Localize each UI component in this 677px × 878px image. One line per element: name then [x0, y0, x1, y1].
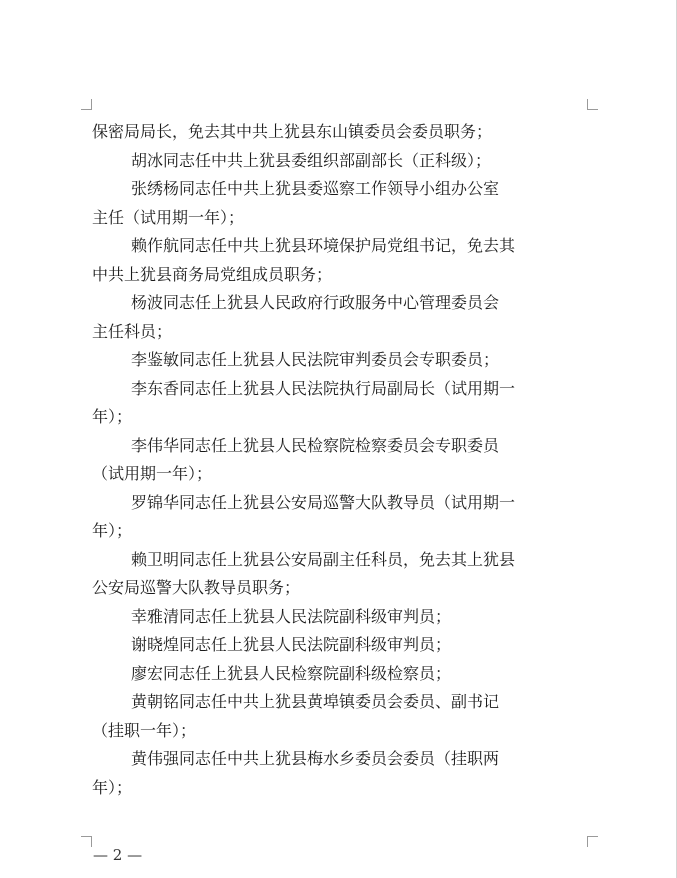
text-line: 李东香同志任上犹县人民法院执行局副局长（试用期一	[131, 378, 516, 398]
text-line: 李伟华同志任上犹县人民检察院检察委员会专职委员	[131, 435, 500, 455]
page-number: — 2 —	[93, 846, 143, 864]
crop-mark-bottom-right	[587, 836, 598, 847]
crop-mark-top-right	[587, 99, 598, 110]
text-line: 谢晓煌同志任上犹县人民法院副科级审判员；	[131, 635, 452, 654]
text-line: （挂职一年）；	[92, 720, 197, 740]
text-line: 罗锦华同志任上犹县公安局巡警大队教导员（试用期一	[131, 492, 516, 512]
text-line: 年）；	[92, 521, 133, 540]
text-line: 幸雅清同志任上犹县人民法院副科级审判员；	[131, 606, 452, 626]
text-line: 主任科员；	[92, 321, 173, 341]
text-line: 黄朝铭同志任中共上犹县黄埠镇委员会委员、副书记	[131, 692, 500, 711]
text-line: 张绣杨同志任中共上犹县委巡察工作领导小组办公室	[131, 179, 500, 198]
text-line: 赖卫明同志任上犹县公安局副主任科员，免去其上犹县	[131, 549, 516, 569]
text-line: 公安局巡警大队教导员职务；	[92, 578, 301, 597]
text-line: 年）；	[92, 777, 133, 797]
text-line: 胡冰同志任中共上犹县委组织部副部长（正科级）；	[131, 150, 492, 170]
text-line: 年）；	[92, 407, 133, 426]
text-line: 李鉴敏同志任上犹县人民法院审判委员会专职委员；	[131, 350, 500, 369]
document-body	[92, 118, 588, 802]
text-line: 黄伟强同志任中共上犹县梅水乡委员会委员（挂职两	[131, 749, 500, 768]
crop-mark-top-left	[81, 99, 92, 110]
crop-mark-bottom-left	[81, 836, 92, 847]
text-line: （试用期一年）；	[92, 464, 213, 483]
text-line: 杨波同志任上犹县人民政府行政服务中心管理委员会	[131, 293, 500, 312]
text-line: 廖宏同志任上犹县人民检察院副科级检察员；	[131, 663, 452, 683]
text-line: 中共上犹县商务局党组成员职务；	[92, 264, 333, 284]
text-line: 赖作航同志任中共上犹县环境保护局党组书记，免去其	[131, 236, 516, 255]
text-line: 主任（试用期一年）；	[92, 207, 245, 227]
text-line: 保密局局长，免去其中共上犹县东山镇委员会委员职务；	[92, 122, 493, 141]
